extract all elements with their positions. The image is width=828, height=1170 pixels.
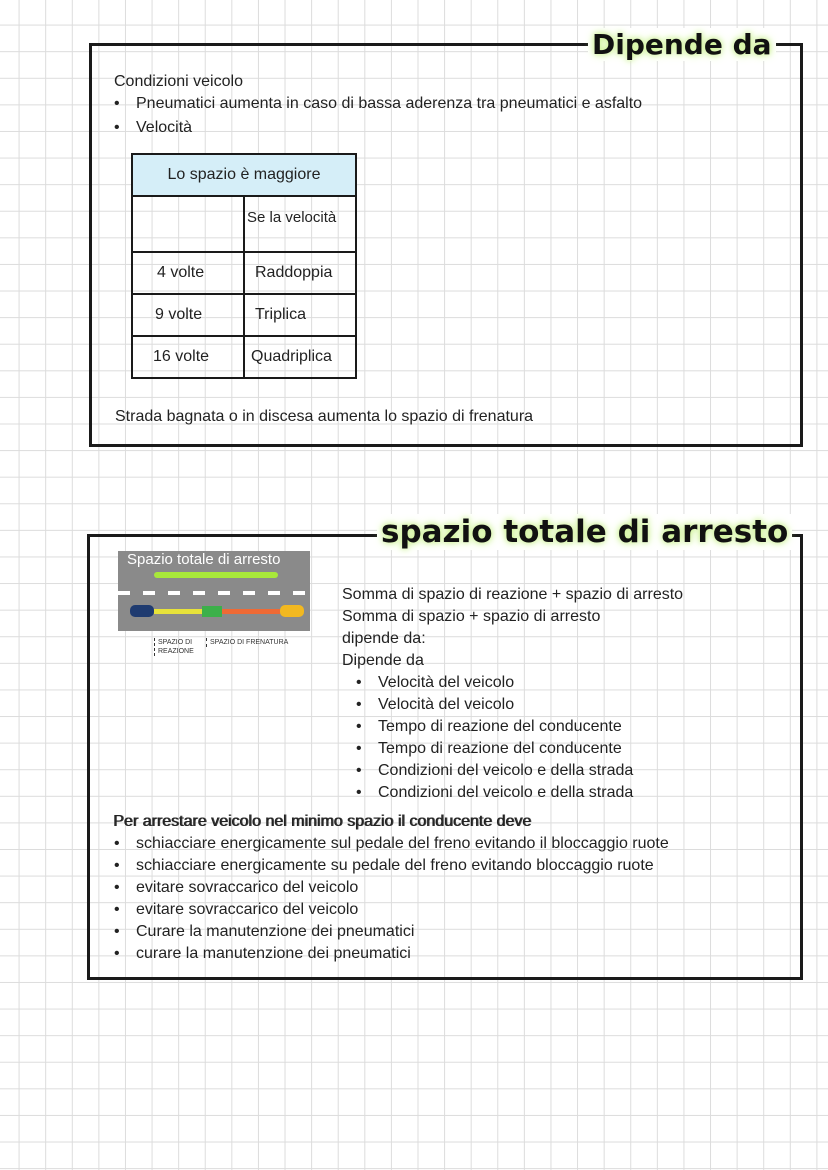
stop-heading: Per arrestare veicolo nel minimo spazio il conducente deve <box>113 813 531 830</box>
table-cell <box>132 196 244 252</box>
diagram-title: Spazio totale di arresto <box>127 551 281 568</box>
summary-line: Somma di spazio di reazione + spazio di arresto <box>342 586 684 603</box>
table-cell: 4 volte <box>132 252 244 294</box>
brake-point <box>202 606 222 617</box>
bullet-item: • Curare la manutenzione dei pneumatici <box>114 923 415 940</box>
table-row <box>132 336 356 378</box>
bullet-text: schiacciare energicamente sul pedale del freno evitando il bloccaggio ruote <box>136 835 669 852</box>
bullet-item: • Velocità del veicolo <box>356 674 515 691</box>
bullet-text: schiacciare energicamente su pedale del freno evitando bloccaggio ruote <box>136 857 654 874</box>
reaction-bar <box>154 609 202 614</box>
bullet-text: curare la manutenzione dei pneumatici <box>136 945 411 962</box>
bullet-text: Pneumatici aumenta in caso di bassa aderenza tra pneumatici e asfalto <box>136 95 643 112</box>
braking-bar <box>222 609 280 614</box>
lane-dashes <box>118 591 310 595</box>
bullet-item: • Pneumatici aumenta in caso di bassa aderenza tra pneumatici e asfalto <box>114 95 643 112</box>
bullet-text: Velocità del veicolo <box>378 696 515 713</box>
bullet-text: evitare sovraccarico del veicolo <box>136 901 359 918</box>
car-icon <box>130 605 154 617</box>
table-cell: Triplica <box>244 294 356 336</box>
bullet-item: • Velocità <box>114 119 193 136</box>
table-row <box>132 252 356 294</box>
bullet-item: • evitare sovraccarico del veicolo <box>114 901 359 918</box>
stopping-distance-diagram <box>118 551 310 631</box>
table-row <box>132 294 356 336</box>
bullet-text: Curare la manutenzione dei pneumatici <box>136 923 415 940</box>
bullet-item: • schiacciare energicamente su pedale del freno evitando bloccaggio ruote <box>114 857 654 874</box>
bullet-item: • Tempo di reazione del conducente <box>356 718 622 735</box>
bullet-item: • schiacciare energicamente sul pedale del freno evitando il bloccaggio ruote <box>114 835 669 852</box>
table-cell: Quadriplica <box>244 336 356 378</box>
footer-text: Strada bagnata o in discesa aumenta lo spazio di frenatura <box>115 408 534 425</box>
table-cell: 9 volte <box>132 294 244 336</box>
total-bar <box>154 572 278 578</box>
table-header: Lo spazio è maggiore <box>132 154 356 196</box>
bullet-text: Velocità del veicolo <box>378 674 515 691</box>
table-cell: 16 volte <box>132 336 244 378</box>
bullet-item: • Condizioni del veicolo e della strada <box>356 762 634 779</box>
section-title: Dipende da <box>588 28 776 61</box>
summary-line: Somma di spazio + spazio di arresto <box>342 608 601 625</box>
bullet-item: • evitare sovraccarico del veicolo <box>114 879 359 896</box>
table-cell: Raddoppia <box>244 252 356 294</box>
bullet-text: Tempo di reazione del conducente <box>378 740 622 757</box>
bullet-item: • curare la manutenzione dei pneumatici <box>114 945 411 962</box>
bullet-text: Velocità <box>136 119 193 136</box>
label-braking: SPAZIO DI FRENATURA <box>206 638 288 647</box>
bullet-text: Condizioni del veicolo e della strada <box>378 762 634 779</box>
depends-label: Dipende da <box>342 652 424 669</box>
section-title: spazio totale di arresto <box>377 514 792 550</box>
bullet-text: Condizioni del veicolo e della strada <box>378 784 634 801</box>
speed-table <box>131 153 357 379</box>
depends-label: dipende da: <box>342 630 426 647</box>
car-icon <box>280 605 304 617</box>
bullet-text: Tempo di reazione del conducente <box>378 718 622 735</box>
bullet-item: • Condizioni del veicolo e della strada <box>356 784 634 801</box>
table-cell: Se la velocità <box>244 196 356 252</box>
label-reaction: SPAZIO DI REAZIONE <box>154 638 202 656</box>
bullet-text: evitare sovraccarico del veicolo <box>136 879 359 896</box>
bullet-item: • Tempo di reazione del conducente <box>356 740 622 757</box>
bullet-item: • Velocità del veicolo <box>356 696 515 713</box>
heading: Condizioni veicolo <box>114 73 243 90</box>
